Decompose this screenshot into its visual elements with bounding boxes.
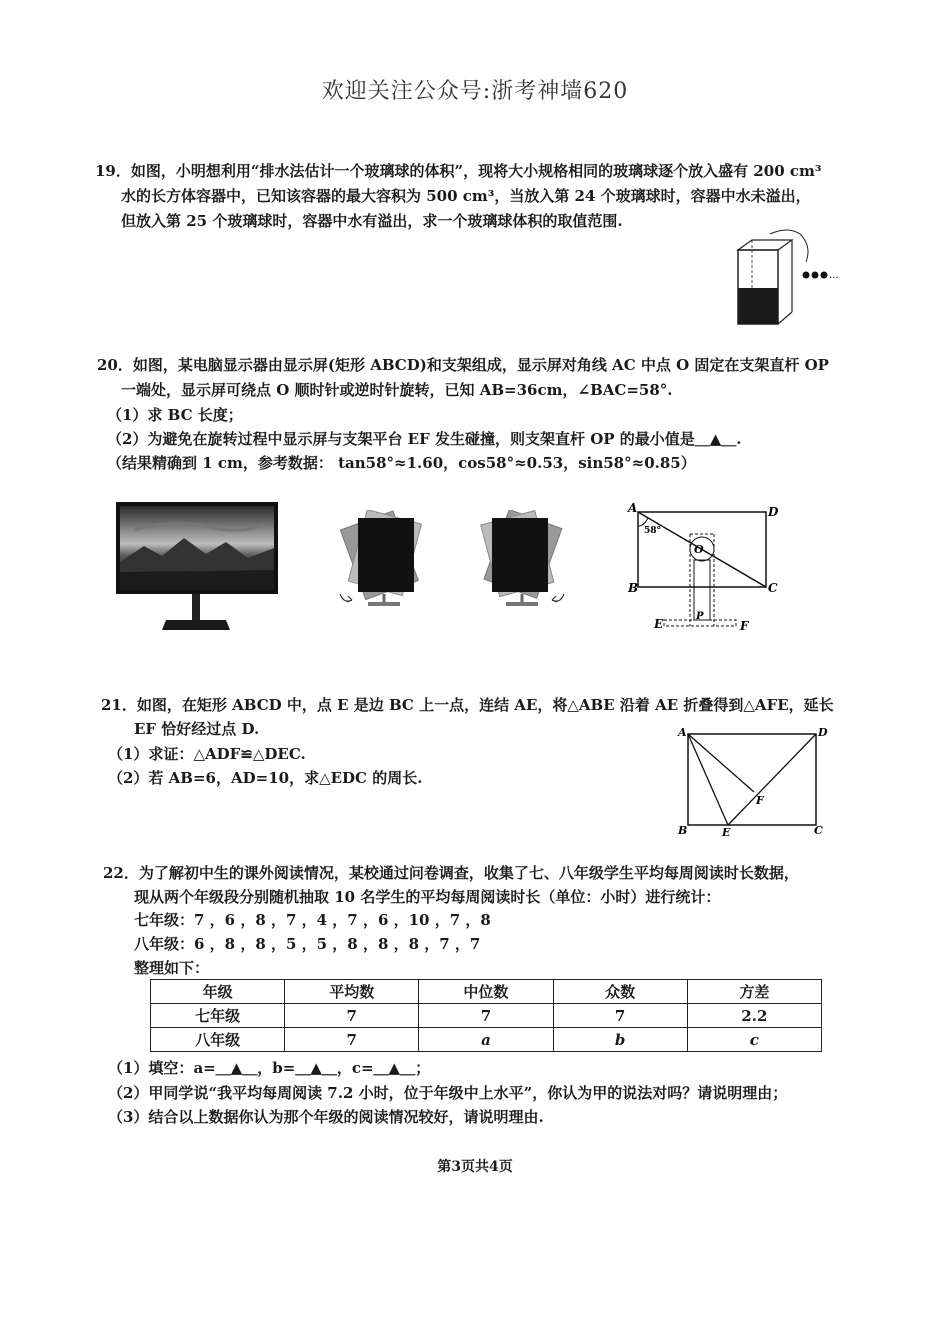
q20-label-O: O <box>694 543 704 556</box>
table-cell: 7 <box>553 1004 687 1028</box>
table-cell: 七年级 <box>151 1004 285 1028</box>
q21-label-C: C <box>814 824 823 837</box>
table-header-row <box>151 980 822 1004</box>
table-cell: 7 <box>285 1028 419 1052</box>
q20-rotation-figure-2 <box>464 510 576 610</box>
table-cell: 7 <box>285 1004 419 1028</box>
q20-label-C: C <box>768 581 778 595</box>
q22-line-1: 22．为了解初中生的课外阅读情况，某校通过问卷调查，收集了七、八年级学生平均每周阅读时长数据， <box>103 864 799 882</box>
q20-label-E: E <box>654 617 664 631</box>
page-footer: 第3页共4页 <box>437 1159 513 1175</box>
q21-line-4: （2）若 AB=6，AD=10，求△EDC 的周长. <box>108 769 423 787</box>
q21-line-3: （1）求证：△ADF≌△DEC. <box>108 745 306 763</box>
q20-line-4: （2）为避免在旋转过程中显示屏与支架平台 EF 发生碰撞，则支架直杆 OP 的最小值是＿▲＿. <box>107 430 742 448</box>
q19-container-figure <box>726 228 846 328</box>
table-cell: 2.2 <box>687 1004 821 1028</box>
table-header-cell: 众数 <box>553 980 687 1004</box>
q21-line-2: EF 恰好经过点 D. <box>134 720 260 738</box>
q22-part-3: （3）结合以上数据你认为那个年级的阅读情况较好，请说明理由. <box>108 1108 544 1126</box>
q19-line-3: 但放入第 25 个玻璃球时，容器中水有溢出，求一个玻璃球体积的取值范围. <box>121 212 623 230</box>
q20-monitor-photo <box>114 500 282 636</box>
q20-label-P: P <box>696 611 704 622</box>
q22-part-1: （1）填空：a=＿▲＿，b=＿▲＿，c=＿▲＿； <box>108 1059 431 1077</box>
q22-line-5: 整理如下： <box>134 959 210 977</box>
q20-line-1: 20．如图，某电脑显示器由显示屏(矩形 ABCD)和支架组成，显示屏对角线 AC 中点 O 固定在支架直杆 OP <box>97 356 829 374</box>
q20-label-D: D <box>768 505 779 519</box>
q20-label-B: B <box>628 581 639 595</box>
table-header-cell: 中位数 <box>419 980 553 1004</box>
q22-line-2: 现从两个年级段分别随机抽取 10 名学生的平均每周阅读时长（单位：小时）进行统计： <box>134 888 721 906</box>
q20-angle-label: 58° <box>644 526 662 536</box>
q20-label-F: F <box>740 619 749 633</box>
q21-geometry-figure <box>674 722 834 840</box>
q19-line-2: 水的长方体容器中，已知该容器的最大容积为 500 cm³，当放入第 24 个玻璃球时，容器中水未溢出， <box>121 187 811 205</box>
table-cell: 八年级 <box>151 1028 285 1052</box>
q20-label-A: A <box>628 501 638 515</box>
table-row <box>151 1004 822 1028</box>
q20-geometry-figure <box>620 500 790 640</box>
q19-line-1: 19．如图，小明想利用“排水法估计一个玻璃球的体积”，现将大小规格相同的玻璃球逐个放入盛有 200 cm³ <box>95 162 822 180</box>
q21-label-B: B <box>678 824 688 837</box>
q22-stats-table <box>150 979 822 1052</box>
q22-part-2: （2）甲同学说“我平均每周阅读 7.2 小时，位于年级中上水平”，你认为甲的说法对吗？请说明理由； <box>108 1084 788 1102</box>
table-row <box>151 1028 822 1052</box>
table-header-cell: 年级 <box>151 980 285 1004</box>
q22-line-4: 八年级：6 ，8 ，8 ，5 ，5 ，8 ，8 ，8 ，7 ，7 <box>134 935 481 953</box>
table-cell: 7 <box>419 1004 553 1028</box>
q21-label-D: D <box>818 726 828 739</box>
q20-rotation-figure-1 <box>330 510 442 610</box>
q21-line-1: 21．如图，在矩形 ABCD 中，点 E 是边 BC 上一点，连结 AE，将△ABE 沿着 AE 折叠得到△AFE，延长 <box>101 696 834 714</box>
table-cell: c <box>687 1028 821 1052</box>
q22-line-3: 七年级：7 ，6 ，8 ，7 ，4 ，7 ，6 ，10 ，7 ，8 <box>134 911 491 929</box>
q20-line-2: 一端处，显示屏可绕点 O 顺时针或逆时针旋转，已知 AB=36cm，∠BAC=58°. <box>121 381 673 399</box>
table-header-cell: 方差 <box>687 980 821 1004</box>
page-header: 欢迎关注公众号:浙考神墙620 <box>321 79 629 104</box>
q21-label-E: E <box>722 826 731 839</box>
svg-text:...: ... <box>829 270 839 281</box>
table-cell: b <box>553 1028 687 1052</box>
table-cell: a <box>419 1028 553 1052</box>
q20-line-5: （结果精确到 1 cm，参考数据： tan58°≈1.60，cos58°≈0.53，sin58°≈0.85） <box>107 454 696 472</box>
q20-line-3: （1）求 BC 长度； <box>107 406 243 424</box>
q21-label-F: F <box>756 794 764 807</box>
table-header-cell: 平均数 <box>285 980 419 1004</box>
q21-label-A: A <box>678 726 687 739</box>
